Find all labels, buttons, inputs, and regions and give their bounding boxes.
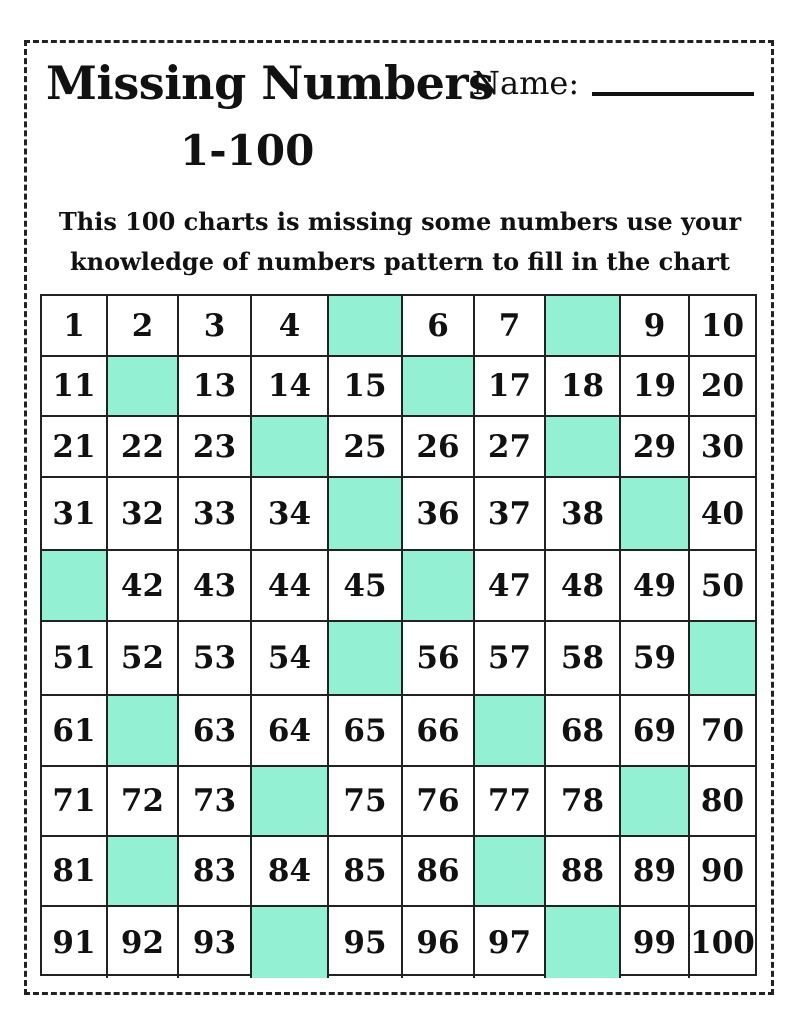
number-cell: 42 bbox=[108, 551, 179, 622]
number-cell: 56 bbox=[403, 622, 475, 696]
number-cell: 31 bbox=[42, 478, 108, 551]
number-cell: 80 bbox=[690, 767, 755, 837]
number-cell: 18 bbox=[546, 357, 621, 417]
number-cell: 4 bbox=[252, 296, 329, 357]
missing-number-cell bbox=[546, 907, 621, 978]
missing-number-cell bbox=[621, 478, 690, 551]
number-cell: 50 bbox=[690, 551, 755, 622]
number-cell: 63 bbox=[179, 696, 252, 767]
missing-number-cell bbox=[329, 478, 403, 551]
instructions bbox=[40, 202, 760, 282]
number-cell: 91 bbox=[42, 907, 108, 978]
number-cell: 27 bbox=[475, 417, 546, 478]
number-cell: 33 bbox=[179, 478, 252, 551]
missing-number-cell bbox=[546, 417, 621, 478]
number-cell: 83 bbox=[179, 837, 252, 907]
number-cell: 51 bbox=[42, 622, 108, 696]
number-cell: 9 bbox=[621, 296, 690, 357]
number-cell: 85 bbox=[329, 837, 403, 907]
number-cell: 23 bbox=[179, 417, 252, 478]
number-cell: 81 bbox=[42, 837, 108, 907]
number-cell: 59 bbox=[621, 622, 690, 696]
number-cell: 38 bbox=[546, 478, 621, 551]
missing-number-cell bbox=[108, 837, 179, 907]
number-cell: 26 bbox=[403, 417, 475, 478]
number-cell: 19 bbox=[621, 357, 690, 417]
number-cell: 75 bbox=[329, 767, 403, 837]
number-cell: 22 bbox=[108, 417, 179, 478]
missing-number-cell bbox=[108, 696, 179, 767]
number-cell: 96 bbox=[403, 907, 475, 978]
number-cell: 65 bbox=[329, 696, 403, 767]
number-cell: 21 bbox=[42, 417, 108, 478]
number-cell: 45 bbox=[329, 551, 403, 622]
number-cell: 20 bbox=[690, 357, 755, 417]
number-cell: 92 bbox=[108, 907, 179, 978]
number-cell: 40 bbox=[690, 478, 755, 551]
missing-number-cell bbox=[403, 357, 475, 417]
number-cell: 95 bbox=[329, 907, 403, 978]
missing-number-cell bbox=[403, 551, 475, 622]
number-cell: 71 bbox=[42, 767, 108, 837]
number-cell: 73 bbox=[179, 767, 252, 837]
number-cell: 15 bbox=[329, 357, 403, 417]
number-cell: 6 bbox=[403, 296, 475, 357]
number-cell: 93 bbox=[179, 907, 252, 978]
number-cell: 52 bbox=[108, 622, 179, 696]
number-cell: 97 bbox=[475, 907, 546, 978]
number-cell: 29 bbox=[621, 417, 690, 478]
instructions-line: knowledge of numbers pattern to fill in the chart bbox=[70, 247, 730, 276]
worksheet-title: Missing Numbers bbox=[46, 56, 494, 110]
number-cell: 14 bbox=[252, 357, 329, 417]
number-cell: 57 bbox=[475, 622, 546, 696]
range-label: 1-100 bbox=[180, 126, 315, 175]
number-cell: 99 bbox=[621, 907, 690, 978]
number-cell: 70 bbox=[690, 696, 755, 767]
number-cell: 25 bbox=[329, 417, 403, 478]
missing-number-cell bbox=[329, 296, 403, 357]
number-cell: 36 bbox=[403, 478, 475, 551]
instructions-line: This 100 charts is missing some numbers use your bbox=[58, 207, 742, 236]
number-cell: 76 bbox=[403, 767, 475, 837]
number-cell: 100 bbox=[690, 924, 755, 961]
number-cell: 32 bbox=[108, 478, 179, 551]
number-cell: 84 bbox=[252, 837, 329, 907]
missing-number-cell bbox=[475, 837, 546, 907]
number-cell: 90 bbox=[690, 837, 755, 907]
hundred-chart bbox=[40, 294, 757, 976]
number-cell: 53 bbox=[179, 622, 252, 696]
number-cell: 30 bbox=[690, 417, 755, 478]
missing-number-cell bbox=[475, 696, 546, 767]
number-cell: 10 bbox=[690, 296, 755, 357]
missing-number-cell bbox=[42, 551, 108, 622]
number-cell: 61 bbox=[42, 696, 108, 767]
number-cell: 77 bbox=[475, 767, 546, 837]
number-cell: 2 bbox=[108, 296, 179, 357]
number-cell: 69 bbox=[621, 696, 690, 767]
missing-number-cell bbox=[252, 417, 329, 478]
number-cell: 37 bbox=[475, 478, 546, 551]
number-cell: 47 bbox=[475, 551, 546, 622]
name-label: Name: bbox=[472, 64, 580, 102]
number-cell: 44 bbox=[252, 551, 329, 622]
missing-number-cell bbox=[690, 622, 755, 696]
number-cell: 48 bbox=[546, 551, 621, 622]
number-cell: 64 bbox=[252, 696, 329, 767]
number-cell: 3 bbox=[179, 296, 252, 357]
number-cell: 68 bbox=[546, 696, 621, 767]
number-cell: 54 bbox=[252, 622, 329, 696]
number-cell: 43 bbox=[179, 551, 252, 622]
missing-number-cell bbox=[329, 622, 403, 696]
number-cell: 89 bbox=[621, 837, 690, 907]
number-cell: 88 bbox=[546, 837, 621, 907]
number-cell: 58 bbox=[546, 622, 621, 696]
number-cell: 49 bbox=[621, 551, 690, 622]
missing-number-cell bbox=[252, 907, 329, 978]
number-cell: 13 bbox=[179, 357, 252, 417]
number-cell: 7 bbox=[475, 296, 546, 357]
number-cell: 66 bbox=[403, 696, 475, 767]
number-cell: 86 bbox=[403, 837, 475, 907]
number-cell: 72 bbox=[108, 767, 179, 837]
missing-number-cell bbox=[252, 767, 329, 837]
missing-number-cell bbox=[546, 296, 621, 357]
missing-number-cell bbox=[108, 357, 179, 417]
number-cell: 34 bbox=[252, 478, 329, 551]
number-cell: 78 bbox=[546, 767, 621, 837]
number-cell: 11 bbox=[42, 357, 108, 417]
missing-number-cell bbox=[621, 767, 690, 837]
number-cell: 17 bbox=[475, 357, 546, 417]
name-line bbox=[592, 92, 754, 96]
number-cell: 1 bbox=[42, 296, 108, 357]
